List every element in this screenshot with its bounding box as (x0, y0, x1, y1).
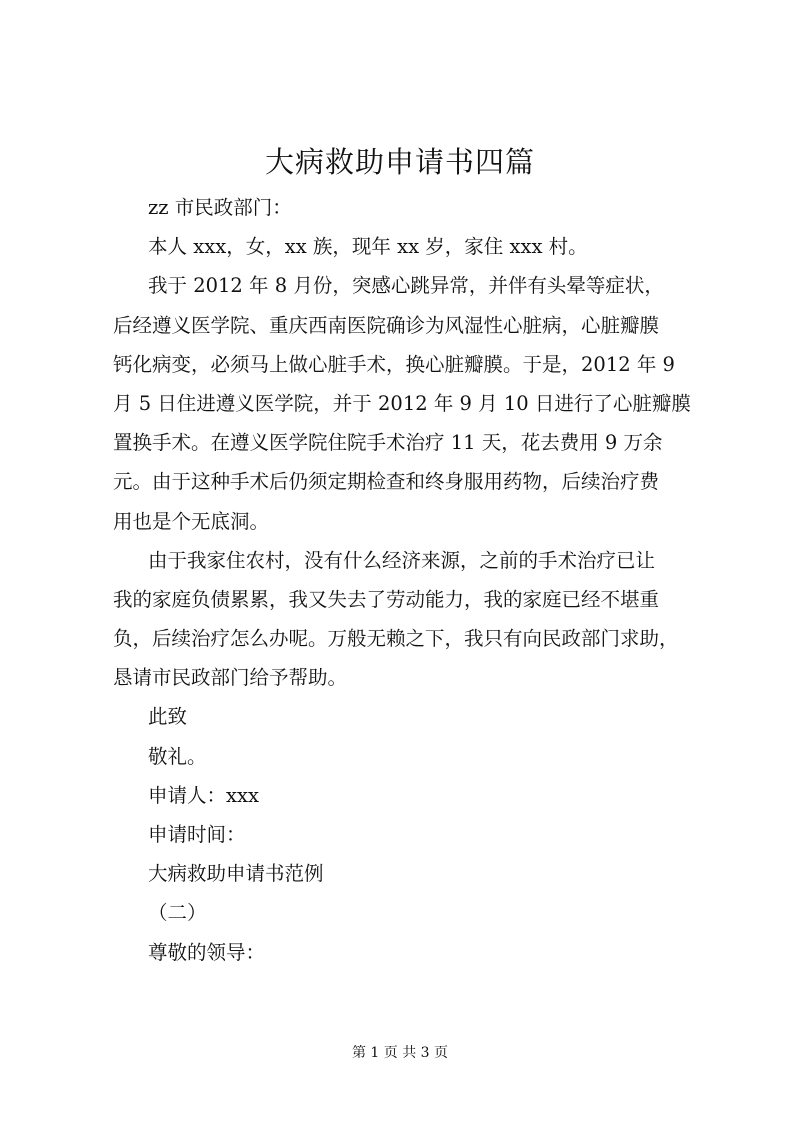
paragraph-line: 用也是个无底洞。 (113, 509, 270, 533)
paragraph-line: 置换手术。在遵义医学院住院手术治疗 11 天，花去费用 9 万余 (113, 431, 663, 455)
paragraph-line: 我的家庭负债累累，我又失去了劳动能力，我的家庭已经不堪重 (113, 587, 660, 611)
paragraph-line: 月 5 日住进遵义医学院，并于 2012 年 9 月 10 日进行了心脏瓣膜 (113, 391, 691, 415)
paragraph-line: 负，后续治疗怎么办呢。万般无赖之下，我只有向民政部门求助， (113, 627, 679, 651)
paragraph-line: 元。由于这种手术后仍须定期检查和终身服用药物，后续治疗费 (113, 470, 660, 494)
paragraph-line: 我于 2012 年 8 月份，突感心跳异常，并伴有头晕等症状， (148, 274, 664, 298)
date-line: 申请时间： (148, 823, 246, 846)
paragraph-line: 后经遵义医学院、重庆西南医院确诊为风湿性心脏病，心脏瓣膜 (113, 313, 660, 337)
salutation-line: zz 市民政部门： (148, 196, 292, 219)
closing-line: 敬礼。 (148, 744, 207, 768)
paragraph-line: 由于我家住农村，没有什么经济来源，之前的手术治疗已让 (148, 548, 656, 572)
page-footer: 第 1 页 共 3 页 (351, 1045, 449, 1061)
section-heading: 大病救助申请书范例 (148, 862, 324, 886)
applicant-info-line: 本人 xxx，女，xx 族，现年 xx 岁，家住 xxx 村。 (148, 235, 588, 259)
paragraph-line: 钙化病变，必须马上做心脏手术，换心脏瓣膜。于是，2012 年 9 (113, 352, 675, 376)
paragraph-line: 恳请市民政部门给予帮助。 (113, 666, 348, 690)
salutation-line: 尊敬的领导： (148, 940, 266, 964)
document-title: 大病救助申请书四篇 (264, 145, 535, 179)
applicant-line: 申请人：xxx (148, 783, 259, 807)
section-number: （二） (148, 901, 207, 925)
closing-line: 此致 (148, 705, 188, 729)
document-body (113, 188, 691, 972)
